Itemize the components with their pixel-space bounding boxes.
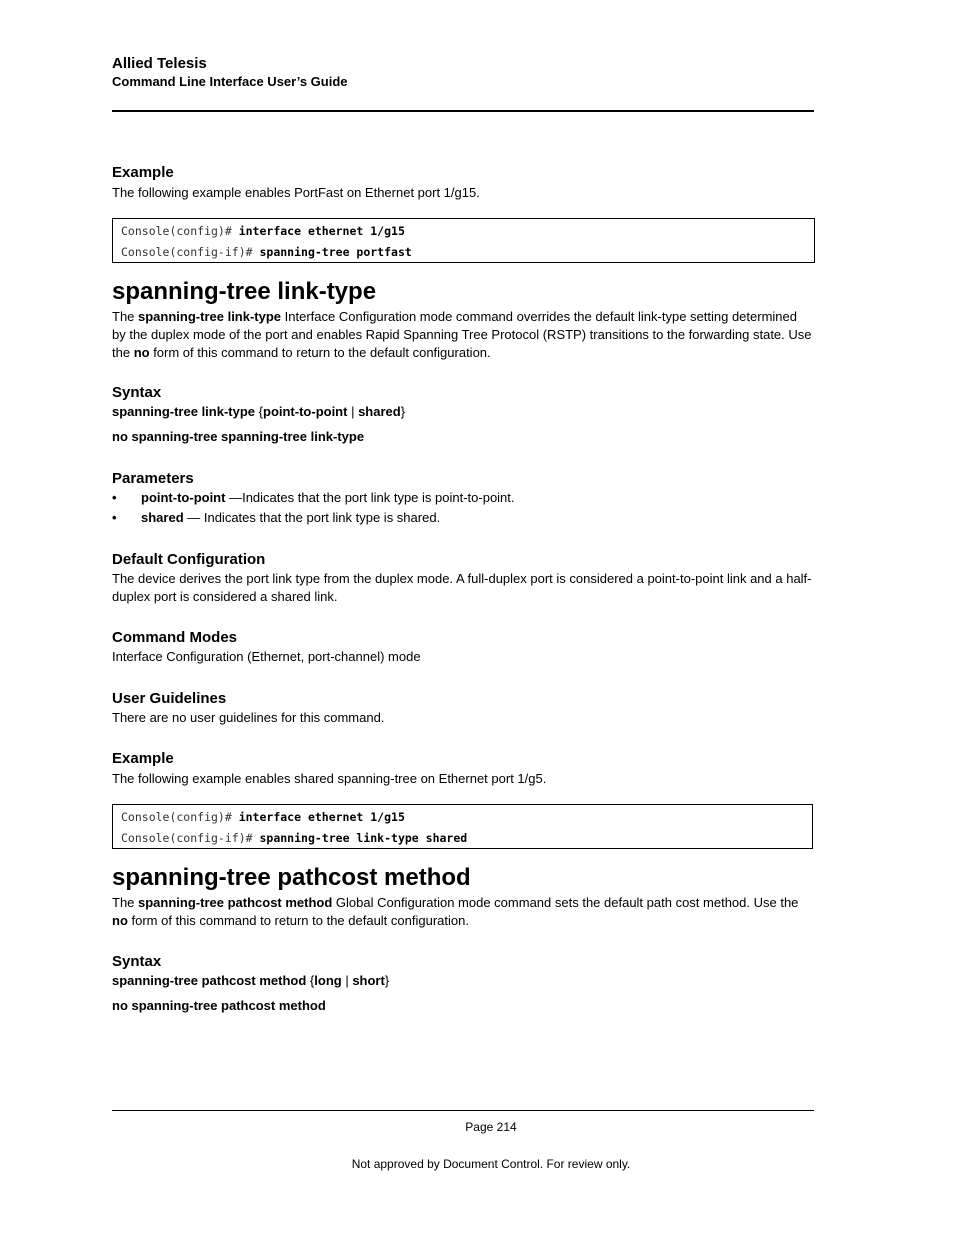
pathcost-description [112,894,814,930]
parameter-desc: —Indicates that the port link type is point-to-point. [225,490,515,505]
desc-text: The [112,895,139,910]
bullet-icon: • [112,490,117,505]
header-divider [112,110,814,112]
parameter-name: point-to-point [141,490,226,505]
code-line [121,807,812,828]
syntax-brace: { [255,404,263,419]
desc-text: form of this command to return to the default configuration. [149,345,491,360]
page-number: Page 214 [465,1120,517,1134]
desc-command: spanning-tree link-type [138,309,282,324]
code-command: spanning-tree portfast [259,245,412,259]
parameter-name: shared [141,510,184,525]
pathcost-syntax-no: no spanning-tree pathcost method [112,998,326,1013]
code-line [121,221,814,242]
desc-text: Interface Configuration mode command overrides the default link-type setting determined by the duplex mode of the port and enables Rapid Spanning Tree Protocol (RSTP) transitions to the forwarding state. Use the [112,309,812,360]
syntax-brace: { [306,973,315,988]
desc-no-keyword: no [112,913,128,928]
link-type-syntax [112,404,814,420]
portfast-code-block [112,218,815,263]
desc-text: The [112,309,139,324]
link-type-title: spanning-tree link-type [112,278,377,305]
review-note: Not approved by Document Control. For review only. [351,1157,631,1171]
parameter-desc: — Indicates that the port link type is shared. [183,510,441,525]
link-type-code-block [112,804,813,849]
link-type-description [112,308,814,362]
footer-divider [112,1110,814,1111]
code-prompt: Console(config)# [121,224,239,238]
link-type-example-heading: Example [112,750,174,767]
command-modes-text: Interface Configuration (Ethernet, port-channel) mode [112,649,421,664]
user-guidelines-heading: User Guidelines [112,690,227,707]
link-type-example-text: The following example enables shared spanning-tree on Ethernet port 1/g5. [112,771,547,786]
syntax-option: long [314,973,342,988]
link-type-syntax-no: no spanning-tree spanning-tree link-type [112,429,365,444]
code-prompt: Console(config-if)# [121,831,260,845]
pathcost-syntax-heading: Syntax [112,953,162,970]
desc-text: Global Configuration mode command sets the default path cost method. Use the [332,895,799,910]
desc-text: form of this command to return to the default configuration. [127,913,469,928]
code-command: spanning-tree link-type shared [259,831,468,845]
command-modes-heading: Command Modes [112,629,238,646]
syntax-brace: } [400,404,406,419]
pathcost-syntax [112,973,814,989]
syntax-option: shared [358,404,401,419]
desc-command: spanning-tree pathcost method [138,895,333,910]
code-line [121,242,814,263]
syntax-separator: | [341,973,353,988]
parameter-text [141,509,440,527]
default-config-text: The device derives the port link type from the duplex mode. A full-duplex port is considered a point-to-point link and a half-duplex port is considered a shared link. [112,571,812,604]
syntax-command: spanning-tree link-type [112,404,256,419]
code-command: interface ethernet 1/g15 [238,810,405,824]
syntax-option: point-to-point [263,404,348,419]
code-line [121,828,812,849]
parameters-heading: Parameters [112,470,194,487]
default-config-heading: Default Configuration [112,551,266,568]
bullet-icon: • [112,510,117,525]
page-header [112,55,814,90]
code-command: interface ethernet 1/g15 [238,224,405,238]
syntax-brace: } [384,973,390,988]
desc-no-keyword: no [133,345,150,360]
company-name: Allied Telesis [112,55,207,72]
syntax-separator: | [347,404,359,419]
portfast-example-text: The following example enables PortFast on Ethernet port 1/g15. [112,185,480,200]
syntax-command: spanning-tree pathcost method [112,973,307,988]
code-prompt: Console(config-if)# [121,245,260,259]
pathcost-title: spanning-tree pathcost method [112,864,471,891]
guide-title: Command Line Interface User’s Guide [112,74,348,89]
syntax-option: short [352,973,385,988]
user-guidelines-text: There are no user guidelines for this command. [112,710,385,725]
parameter-text [141,489,515,507]
link-type-syntax-heading: Syntax [112,384,162,401]
code-prompt: Console(config)# [121,810,239,824]
portfast-example-heading: Example [112,164,174,181]
